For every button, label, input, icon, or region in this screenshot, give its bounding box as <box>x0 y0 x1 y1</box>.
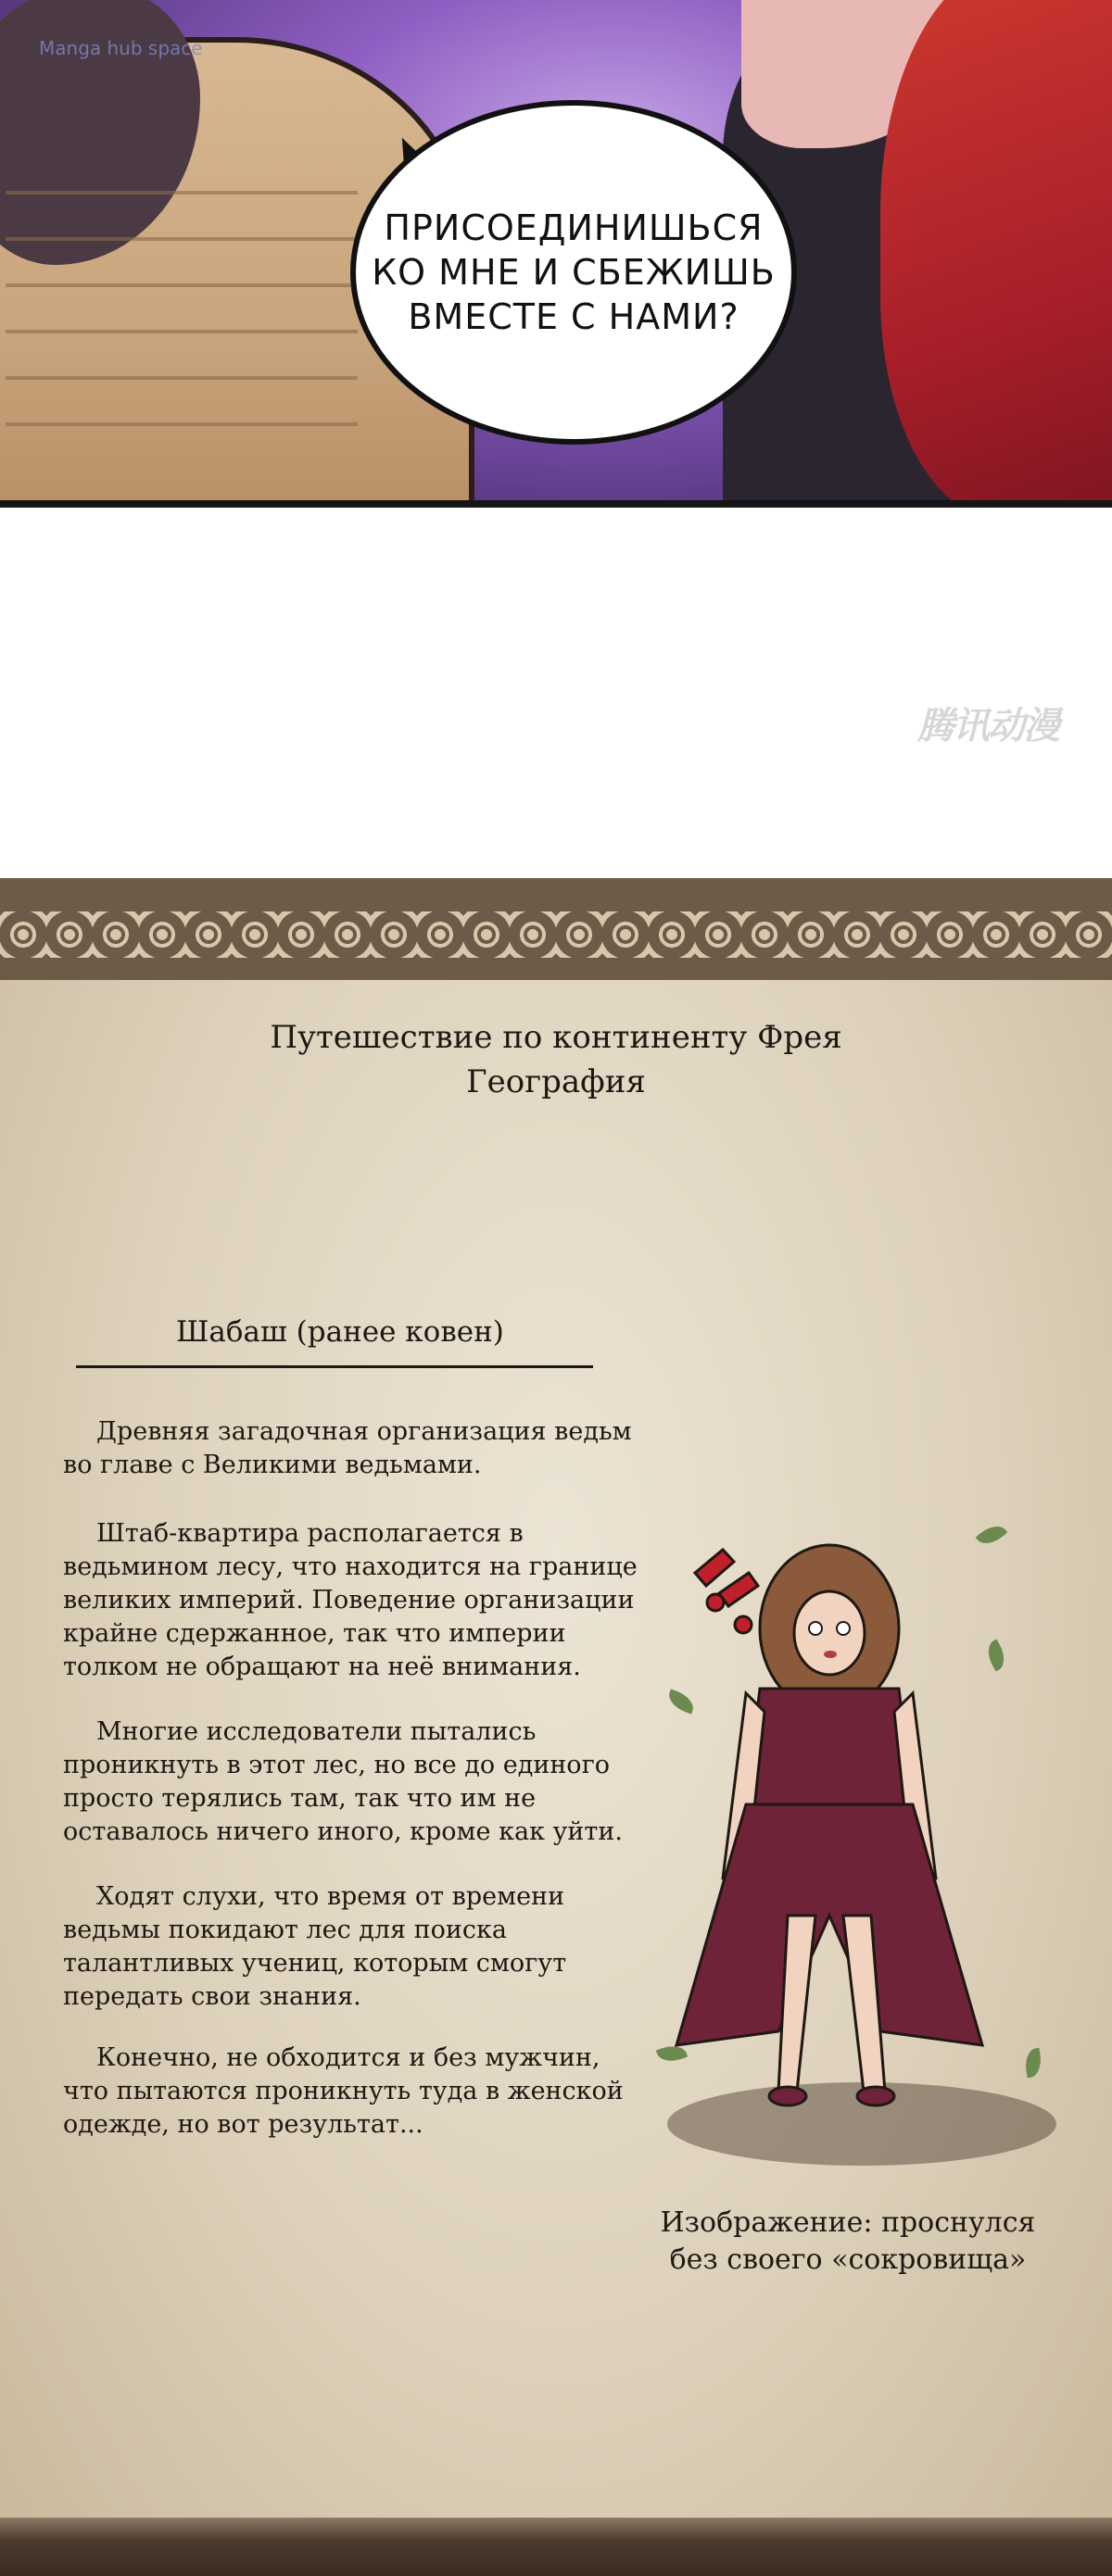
site-watermark: 腾讯动漫 <box>917 705 1058 748</box>
sweater-stripe <box>6 376 358 380</box>
sweater-stripe <box>6 422 358 426</box>
section-heading: Шабаш (ранее ковен) <box>176 1315 504 1349</box>
manga-panel-top <box>0 0 1112 508</box>
witch-figure-icon <box>649 1527 1056 2175</box>
speech-bubble <box>350 100 797 445</box>
page-bottom-border <box>0 2518 1112 2576</box>
scanlator-watermark: Manga hub space <box>39 37 203 59</box>
page-subtitle: География <box>466 1063 646 1100</box>
lore-paragraph: Многие исследователи пытались проникнуть в этот лес, но все до единого просто терялись там, так что им не оставалось ничего иного, кроме как уйти. <box>63 1717 623 1846</box>
page-title: Путешествие по континенту Фрея <box>270 1019 842 1056</box>
lace-scallop-edge <box>0 958 1112 980</box>
illustration-caption: Изображение: проснулся без своего «сокровища» <box>660 2206 1036 2276</box>
lace-pattern <box>0 911 1112 958</box>
sweater-stripe <box>6 283 358 287</box>
sweater-stripe <box>6 330 358 333</box>
section-underline <box>76 1365 593 1368</box>
sweater-stripe <box>6 191 358 195</box>
witch-illustration <box>649 1527 1056 2175</box>
lore-paragraph: Штаб-квартира располагается в ведьмином лесу, что находится на границе великих империй. Поведение организации крайне сдержанное, так что империи толком не обращают на неё внимания. <box>63 1519 638 1681</box>
panel-border <box>0 500 1112 508</box>
lore-page <box>0 878 1112 2576</box>
speech-bubble-text: ПРИСОЕДИНИШЬСЯ КО МНЕ И СБЕЖИШЬ ВМЕСТЕ С НАМИ? <box>372 207 776 337</box>
lore-paragraph: Конечно, не обходится и без мужчин, что пытаются проникнуть туда в женской одежде, но вот результат... <box>63 2043 624 2139</box>
lace-border-top <box>0 878 1112 980</box>
lore-paragraph: Ходят слухи, что время от времени ведьмы покидают лес для поиска талантливых учениц, которым смогут передать свои знания. <box>63 1882 567 2011</box>
character-right-red-hair <box>880 0 1112 508</box>
sweater-stripe <box>6 237 358 241</box>
lore-paragraph: Древняя загадочная организация ведьм во главе с Великими ведьмами. <box>63 1417 632 1479</box>
